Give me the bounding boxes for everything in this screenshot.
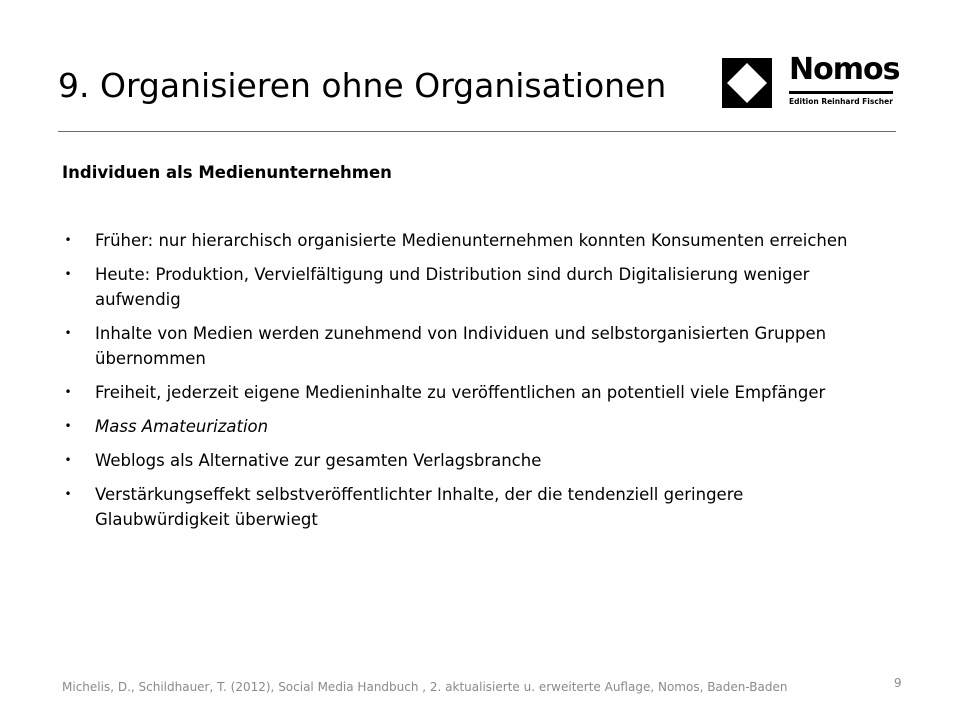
- bullet-item: [62, 321, 862, 371]
- bullet-dot-icon: •: [64, 385, 72, 399]
- bullet-text: Mass Amateurization: [95, 417, 269, 436]
- title-divider: [58, 131, 896, 132]
- bullet-item: [62, 380, 862, 405]
- bullet-dot-icon: •: [64, 233, 72, 247]
- bullet-dot-icon: •: [64, 453, 72, 467]
- bullet-text: Weblogs als Alternative zur gesamten Verlagsbranche: [95, 451, 542, 470]
- bullet-text: Freiheit, jederzeit eigene Medieninhalte zu veröffentlichen an potentiell viele Empfänger: [95, 383, 826, 402]
- bullet-dot-icon: •: [64, 326, 72, 340]
- logo-wordmark: Nomos: [789, 52, 900, 87]
- section-subheading: Individuen als Medienunternehmen: [62, 163, 392, 182]
- bullet-dot-icon: •: [64, 487, 72, 501]
- bullet-item: [62, 262, 862, 312]
- bullet-item: [62, 228, 862, 253]
- bullet-item: [62, 448, 862, 473]
- logo-subline: Edition Reinhard Fischer: [789, 97, 893, 106]
- bullet-item: [62, 414, 862, 439]
- page-number: 9: [894, 676, 902, 690]
- bullet-text: Verstärkungseffekt selbstveröffentlichter Inhalte, der die tendenziell geringere Glaubwürdigkeit überwiegt: [95, 485, 744, 529]
- nomos-diamond-logo-icon: [722, 58, 772, 108]
- bullet-dot-icon: •: [64, 419, 72, 433]
- bullet-text: Heute: Produktion, Vervielfältigung und Distribution sind durch Digitalisierung weniger aufwendig: [95, 265, 810, 309]
- footer-citation: Michelis, D., Schildhauer, T. (2012), Social Media Handbuch , 2. aktualisierte u. erweiterte Auflage, Nomos, Baden-Baden: [62, 680, 788, 694]
- logo-bar: [789, 91, 893, 94]
- bullet-list: [62, 228, 862, 541]
- bullet-text: Inhalte von Medien werden zunehmend von Individuen und selbstorganisierten Gruppen übernommen: [95, 324, 827, 368]
- slide-title: 9. Organisieren ohne Organisationen: [58, 66, 667, 105]
- bullet-dot-icon: •: [64, 267, 72, 281]
- bullet-item: [62, 482, 862, 532]
- bullet-text: Früher: nur hierarchisch organisierte Medienunternehmen konnten Konsumenten erreichen: [95, 231, 848, 250]
- nomos-logo: [722, 52, 900, 114]
